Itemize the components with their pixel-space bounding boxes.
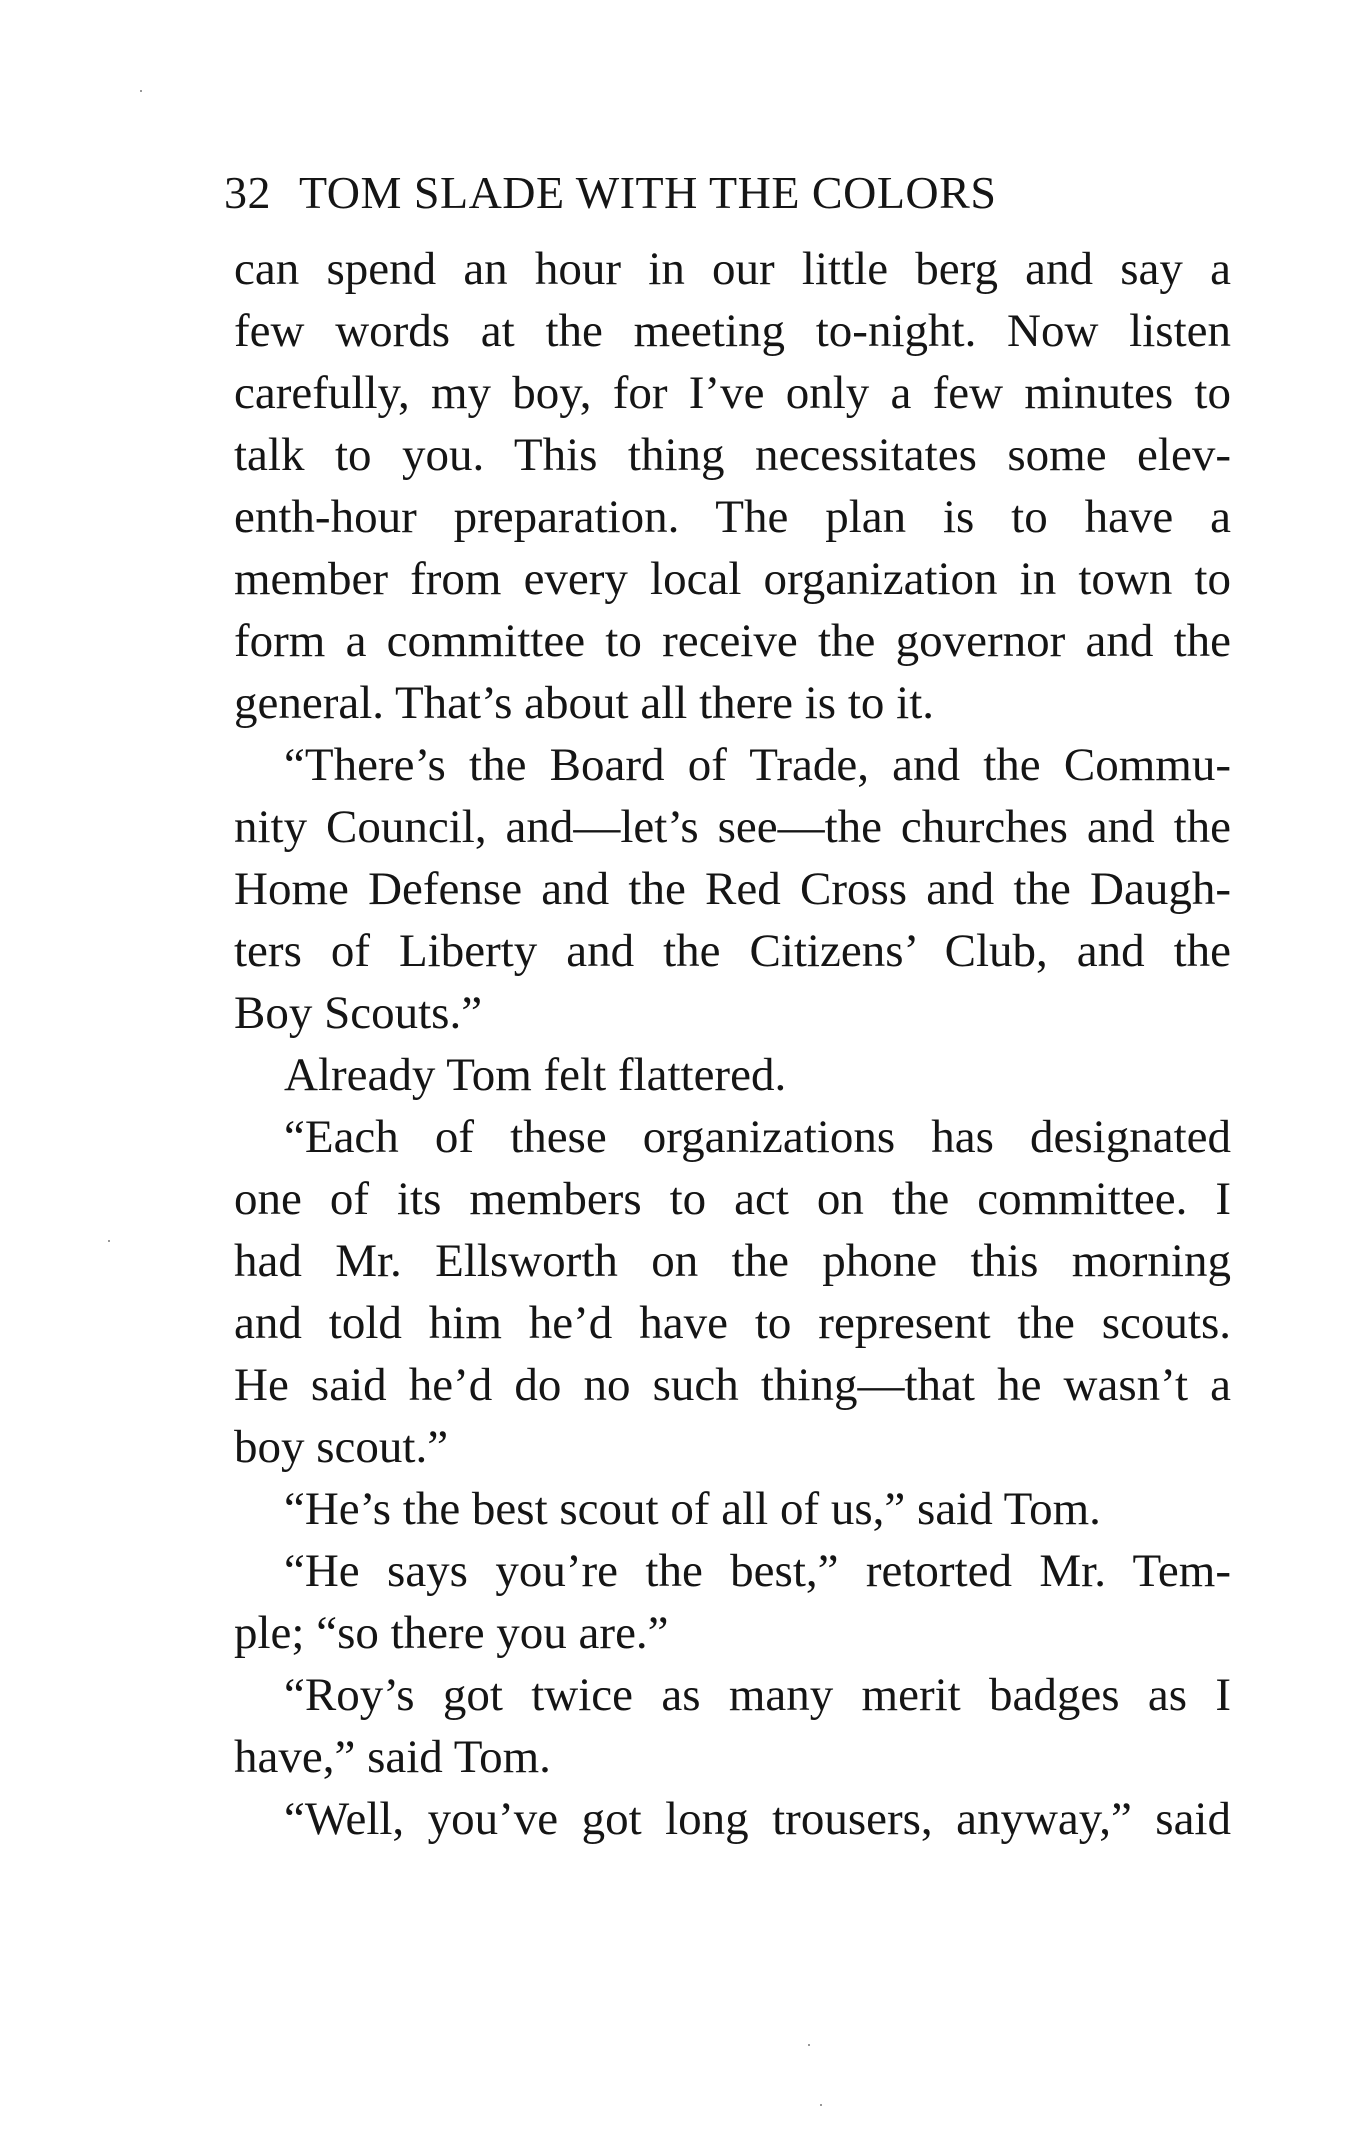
text-line: enth-hour preparation. The plan is to have a [234, 491, 1231, 543]
text-line: “Each of these organizations has designated [284, 1111, 1231, 1163]
text-line: He said he’d do no such thing—that he wasn’t a [234, 1359, 1231, 1411]
body-text [234, 238, 1231, 1850]
text-line: had Mr. Ellsworth on the phone this morning [234, 1235, 1231, 1287]
text-line: talk to you. This thing necessitates some elev- [234, 429, 1231, 481]
paper-speck [820, 2104, 822, 2106]
text-line: one of its members to act on the committee. I [234, 1173, 1231, 1225]
paper-speck [808, 2044, 810, 2046]
text-line: Already Tom felt flattered. [284, 1049, 787, 1101]
page-number: 32 [224, 167, 271, 218]
text-line: carefully, my boy, for I’ve only a few minutes to [234, 367, 1231, 419]
text-line: have,” said Tom. [234, 1731, 551, 1783]
text-line: nity Council, and—let’s see—the churches and the [234, 801, 1231, 853]
running-head [224, 158, 1224, 228]
text-line: and told him he’d have to represent the scouts. [234, 1297, 1231, 1349]
text-line: Boy Scouts.” [234, 987, 483, 1039]
paper-speck [108, 1240, 110, 1242]
paper-speck [140, 90, 142, 92]
text-line: Home Defense and the Red Cross and the Daugh- [234, 863, 1231, 915]
text-line: “He’s the best scout of all of us,” said Tom. [284, 1483, 1101, 1535]
text-line: “Roy’s got twice as many merit badges as I [284, 1669, 1231, 1721]
text-line: boy scout.” [234, 1421, 449, 1473]
text-line: member from every local organization in town to [234, 553, 1231, 605]
text-line: ple; “so there you are.” [234, 1607, 669, 1659]
text-line: “There’s the Board of Trade, and the Commu- [284, 739, 1231, 791]
text-line: can spend an hour in our little berg and say a [234, 243, 1231, 295]
text-line: “Well, you’ve got long trousers, anyway,” said [284, 1793, 1231, 1845]
text-line: general. That’s about all there is to it. [234, 677, 935, 729]
text-line: few words at the meeting to-night. Now listen [234, 305, 1231, 357]
running-title: TOM SLADE WITH THE COLORS [299, 167, 997, 218]
text-line: “He says you’re the best,” retorted Mr. Tem- [284, 1545, 1231, 1597]
text-line: form a committee to receive the governor and the [234, 615, 1231, 667]
text-line: ters of Liberty and the Citizens’ Club, and the [234, 925, 1231, 977]
